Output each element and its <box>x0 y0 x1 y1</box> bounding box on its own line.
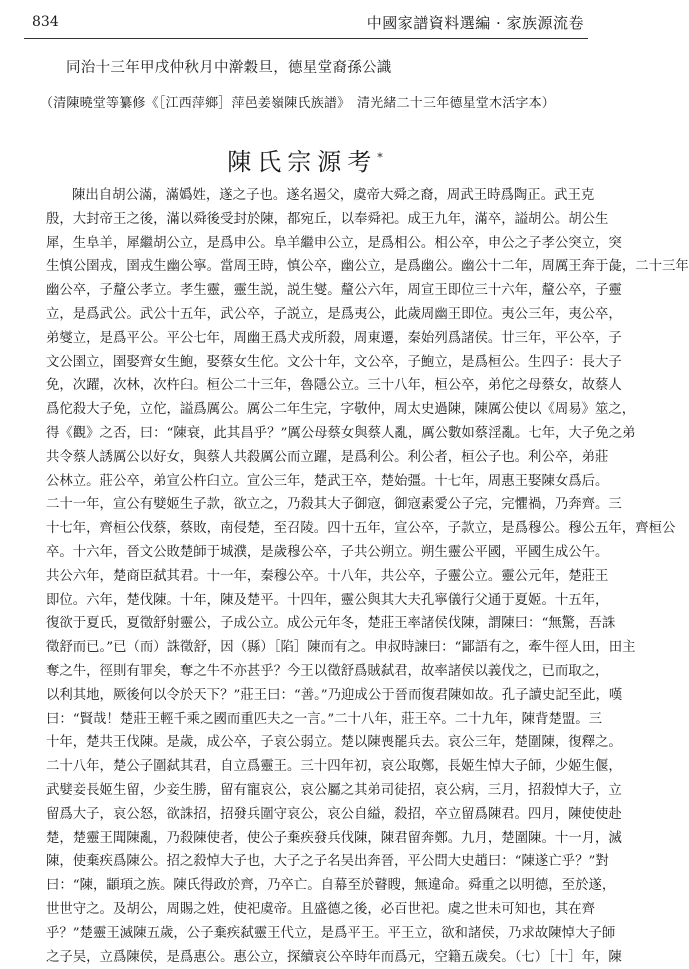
body-text-line: 徵舒而已。”已（而）誅徵舒，因（縣）［陷］陳而有之。申叔時諫曰：“鄙語有之，牽牛徑人田，田主 <box>46 636 576 660</box>
body-text-line: 即位。六年，楚伐陳。十年，陳及楚平。十四年，靈公與其大夫孔寧儀行父通于夏姬。十五年， <box>46 589 576 613</box>
body-text-line: 公林立。莊公卒，弟宣公杵臼立。宣公三年，楚武王卒，楚始彊。十七年，周惠王娶陳女爲后。 <box>46 470 576 494</box>
body-text-line: 生慎公圉戎，圉戎生幽公寧。當周王時，慎公卒，幽公立，是爲幽公。幽公十二年，周厲王奔于彘，二十三年 <box>46 255 576 279</box>
page-header <box>24 12 588 39</box>
body-text-line: 楚，楚靈王聞陳亂，乃殺陳使者，使公子棄疾發兵伐陳，陳君留奔鄭。九月，楚圍陳。十一月，滅 <box>46 827 576 851</box>
body-text-line: 十七年，齊桓公伐蔡，蔡敗，南侵楚，至召陵。四十五年，宣公卒，子款立，是爲穆公。穆公五年，齊桓公 <box>46 517 576 541</box>
body-text-line: 幽公卒，子釐公孝立。孝生靈，靈生説，説生燮。釐公六年，周宣王即位三十六年，釐公卒，子靈 <box>46 279 576 303</box>
body-text-line: 二十一年，宣公有嬖姬生子款，欲立之，乃殺其大子御寇，御寇素愛公子完，完懼禍，乃奔齊。三 <box>46 493 576 517</box>
body-text-line: 陳，使棄疾爲陳公。招之殺悼大子也，大子之子名吴出奔晉，平公問大史趙曰：“陳遂亡乎？”對 <box>46 850 576 874</box>
body-text-line: 犀，生阜羊，犀繼胡公立，是爲申公。阜羊繼申公立，是爲相公。相公卒，申公之子孝公突立，突 <box>46 232 576 256</box>
colophon-line: 同治十三年甲戌仲秋月中澣穀旦，德星堂裔孫公識 <box>66 56 392 77</box>
running-head: 中國家譜資料選編 · 家族源流卷 <box>367 12 584 33</box>
body-text-line: 世世守之。及胡公，周賜之姓，使祀虞帝。且盛德之後，必百世祀。虞之世未可知也，其在齊 <box>46 898 576 922</box>
body-text-line: 陳出自胡公滿，滿嬀姓，遂之子也。遂名遏父，虞帝大舜之裔，周武王時爲陶正。武王克 <box>46 184 576 208</box>
source-citation: （清陳曉堂等纂修《［江西萍鄉］萍邑姜嶺陳氏族譜》 清光緒二十三年德星堂木活字本） <box>40 92 555 111</box>
body-text-line: 卒。十六年，晉文公敗楚師于城濮，是歲穆公卒，子共公朔立。朔生靈公平國，平國生成公午。 <box>46 541 576 565</box>
body-text-line: 立，是爲武公。武公十五年，武公卒，子説立，是爲夷公，此歲周幽王即位。夷公三年，夷公卒， <box>46 303 576 327</box>
body-text-line: 曰：“陳，顓頊之族。陳氏得政於齊，乃卒亡。自幕至於瞽瞍，無違命。舜重之以明德，至於遂， <box>46 874 576 898</box>
body-text-line: 以利其地，厥後何以令於天下？”莊王曰：“善。”乃迎成公于晉而復君陳如故。孔子讀史記至此，嘆 <box>46 684 576 708</box>
body-text-line: 免，次躍，次林，次杵臼。桓公二十三年，魯隱公立。三十八年，桓公卒，弟佗之母蔡女，故蔡人 <box>46 374 576 398</box>
body-text-line: 曰：“賢哉！楚莊王輕千乘之國而重匹夫之一言。”二十八年，莊王卒。二十九年，陳背楚盟。三 <box>46 708 576 732</box>
body-text-line: 共公六年，楚商臣弑其君。十一年，秦穆公卒。十八年，共公卒，子靈公立。靈公元年，楚莊王 <box>46 565 576 589</box>
body-text-line: 殷，大封帝王之後，滿以舜後受封於陳，都宛丘，以奉舜祀。成王九年，滿卒，謚胡公。胡公生 <box>46 208 576 232</box>
body-text-line: 武嬖妾長姬生留，少妾生勝，留有寵哀公，哀公屬之其弟司徒招，哀公病，三月，招殺悼大子，立 <box>46 779 576 803</box>
page-number: 834 <box>32 14 59 30</box>
title-footnote-mark: * <box>377 151 383 164</box>
body-text-line: 之子吴，立爲陳侯，是爲惠公。惠公立，探續哀公卒時年而爲元，空籍五歲矣。（七）［十］年，陳 <box>46 946 576 969</box>
body-text-line: 弟燮立，是爲平公。平公七年，周幽王爲犬戎所殺，周東遷，秦始列爲諸侯。廿三年，平公卒，子 <box>46 327 576 351</box>
body-text-line: 得《觀》之否，曰：“陳衰，此其昌乎？”厲公母蔡女與蔡人亂，厲公數如蔡淫亂。七年，大子免之弟 <box>46 422 576 446</box>
body-text-line: 十年，楚共王伐陳。是歲，成公卒，子哀公弱立。楚以陳喪罷兵去。哀公三年，楚圍陳，復釋之。 <box>46 731 576 755</box>
article-title <box>0 142 610 177</box>
body-text-line: 留爲大子，哀公怒，欲誅招，招發兵圍守哀公，哀公自縊，殺招，卒立留爲陳君。四月，陳使使赴 <box>46 803 576 827</box>
body-text-line: 爲佗殺大子免，立佗，謚爲厲公。厲公二年生完，字敬仲，周太史過陳，陳厲公使以《周易》筮之， <box>46 398 576 422</box>
body-text-line: 文公圉立，圉娶齊女生鮑，娶蔡女生佗。文公十年，文公卒，子鮑立，是爲桓公。生四子：長大子 <box>46 351 576 375</box>
article-body <box>46 184 576 969</box>
body-text-line: 二十八年，楚公子圍弑其君，自立爲靈王。三十四年初，哀公取鄭，長姬生悼大子師，少姬生偃， <box>46 755 576 779</box>
body-text-line: 乎？”楚靈王滅陳五歲，公子棄疾弑靈王代立，是爲平王。平王立，欲和諸侯，乃求故陳悼大子師 <box>46 922 576 946</box>
body-text-line: 復欲于夏氏，夏徵舒射靈公，子成公立。成公元年冬，楚莊王率諸侯伐陳，謂陳曰：“無驚，吾誅 <box>46 612 576 636</box>
body-text-line: 奪之牛，徑則有罪矣，奪之牛不亦甚乎？今王以徵舒爲賊弑君，故率諸侯以義伐之，已而取之， <box>46 660 576 684</box>
body-text-line: 共令蔡人誘厲公以好女，與蔡人共殺厲公而立躍，是爲利公。利公者，桓公子也。利公卒，弟莊 <box>46 446 576 470</box>
article-title-text: 陳氏宗源考 <box>227 148 377 176</box>
